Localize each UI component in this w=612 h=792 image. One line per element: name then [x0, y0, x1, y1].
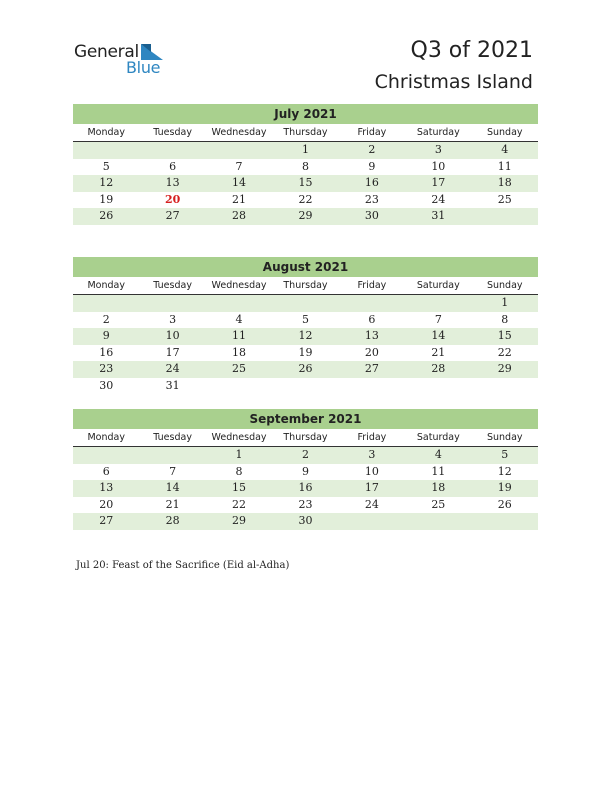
week-row — [73, 175, 538, 192]
day-cell: 6 — [368, 312, 376, 326]
week-row — [73, 312, 538, 329]
month-title: August 2021 — [73, 257, 538, 277]
weekday-label: Wednesday — [211, 432, 267, 443]
week-row — [73, 513, 538, 530]
day-cell: 28 — [431, 362, 446, 375]
week-row — [73, 328, 538, 345]
month-july — [73, 104, 538, 225]
weekday-label: Saturday — [416, 280, 460, 291]
weekday-label: Monday — [87, 280, 125, 291]
day-cell: 29 — [298, 209, 313, 222]
day-cell: 10 — [364, 464, 379, 478]
day-cell: 22 — [298, 192, 313, 206]
day-cell: 23 — [99, 362, 114, 375]
weekday-label: Saturday — [416, 127, 460, 138]
day-cell: 18 — [431, 481, 446, 494]
day-cell: 30 — [298, 514, 313, 527]
day-cell — [405, 378, 471, 395]
page-subtitle: Christmas Island — [374, 71, 533, 93]
day-cell: 28 — [232, 209, 247, 222]
weekday-label: Sunday — [486, 432, 523, 443]
month-september — [73, 409, 538, 530]
day-cell — [73, 142, 139, 159]
week-row — [73, 497, 538, 514]
weekday-label: Thursday — [283, 280, 328, 291]
week-row — [73, 192, 538, 209]
weekday-label: Sunday — [486, 127, 523, 138]
day-cell: 8 — [301, 159, 309, 173]
day-cell: 21 — [431, 345, 446, 359]
day-cell: 16 — [364, 176, 379, 189]
day-cell: 2 — [102, 312, 110, 326]
day-cell: 27 — [364, 362, 379, 375]
day-cell: 25 — [431, 497, 446, 511]
weekday-label: Sunday — [486, 280, 523, 291]
day-cell: 30 — [364, 209, 379, 222]
day-cell: 21 — [165, 497, 180, 511]
day-cell: 7 — [235, 159, 243, 173]
day-cell — [206, 378, 272, 395]
day-cell: 23 — [364, 192, 379, 206]
holiday-day-cell: 20 — [164, 192, 181, 206]
weekday-label: Thursday — [283, 127, 328, 138]
week-row — [73, 361, 538, 378]
week-row — [73, 208, 538, 225]
day-cell — [405, 513, 471, 530]
weekday-label: Monday — [87, 127, 125, 138]
day-cell: 22 — [232, 497, 247, 511]
month-august — [73, 257, 538, 394]
weekday-label: Thursday — [283, 432, 328, 443]
day-cell — [339, 295, 405, 312]
day-cell: 31 — [165, 378, 180, 392]
day-cell: 2 — [301, 448, 309, 461]
day-cell — [206, 142, 272, 159]
day-cell: 5 — [301, 312, 309, 326]
week-row — [73, 480, 538, 497]
day-cell: 25 — [232, 362, 247, 375]
day-cell: 31 — [431, 209, 446, 222]
day-cell: 25 — [497, 192, 512, 206]
day-cell: 30 — [99, 378, 114, 392]
day-cell: 11 — [497, 159, 512, 173]
holiday-note: Jul 20: Feast of the Sacrifice (Eid al-Adha) — [76, 560, 290, 571]
day-cell — [139, 142, 205, 159]
day-cell: 16 — [298, 481, 313, 494]
weekday-label: Saturday — [416, 432, 460, 443]
week-row — [73, 159, 538, 176]
week-row — [73, 142, 538, 159]
day-cell: 6 — [102, 464, 110, 478]
month-title: July 2021 — [73, 104, 538, 124]
day-cell: 23 — [298, 497, 313, 511]
day-cell: 1 — [301, 143, 309, 156]
day-cell — [139, 447, 205, 464]
day-cell: 10 — [165, 329, 180, 342]
day-cell: 7 — [169, 464, 177, 478]
day-cell: 6 — [169, 159, 177, 173]
day-cell: 11 — [232, 329, 247, 342]
day-cell — [272, 378, 338, 395]
weekday-label: Tuesday — [153, 432, 192, 443]
day-cell: 19 — [99, 192, 114, 206]
day-cell: 24 — [431, 192, 446, 206]
day-cell: 20 — [99, 497, 114, 511]
logo-text-general: General — [74, 42, 139, 62]
day-cell: 10 — [431, 159, 446, 173]
day-cell: 3 — [169, 312, 177, 326]
day-cell: 24 — [165, 362, 180, 375]
weekday-header-row — [73, 277, 538, 295]
day-cell: 14 — [232, 176, 247, 189]
day-cell: 17 — [364, 481, 379, 494]
weekday-header-row — [73, 429, 538, 447]
day-cell: 8 — [501, 312, 509, 326]
logo-text-blue: Blue — [126, 58, 161, 77]
day-cell: 9 — [102, 329, 110, 342]
day-cell — [139, 295, 205, 312]
day-cell: 13 — [99, 481, 114, 494]
day-cell: 13 — [364, 329, 379, 342]
day-cell: 16 — [99, 345, 114, 359]
day-cell: 2 — [368, 143, 376, 156]
day-cell — [472, 208, 538, 225]
day-cell: 12 — [298, 329, 313, 342]
day-cell: 1 — [235, 448, 243, 461]
brand-logo — [74, 42, 174, 78]
day-cell — [73, 295, 139, 312]
day-cell: 9 — [368, 159, 376, 173]
day-cell: 13 — [165, 176, 180, 189]
day-cell — [472, 513, 538, 530]
day-cell — [339, 378, 405, 395]
day-cell: 3 — [368, 448, 376, 461]
day-cell: 29 — [232, 514, 247, 527]
day-cell: 17 — [431, 176, 446, 189]
day-cell: 3 — [434, 143, 442, 156]
weekday-label: Tuesday — [153, 280, 192, 291]
day-cell: 26 — [99, 209, 114, 222]
day-cell: 9 — [301, 464, 309, 478]
day-cell — [472, 378, 538, 395]
week-row — [73, 378, 538, 395]
day-cell: 7 — [434, 312, 442, 326]
day-cell: 5 — [102, 159, 110, 173]
day-cell: 18 — [232, 345, 247, 359]
day-cell: 15 — [298, 176, 313, 189]
day-cell: 15 — [497, 329, 512, 342]
day-cell: 27 — [165, 209, 180, 222]
page-title: Q3 of 2021 — [410, 38, 533, 63]
weekday-label: Friday — [357, 432, 387, 443]
day-cell: 18 — [497, 176, 512, 189]
day-cell: 26 — [298, 362, 313, 375]
day-cell: 21 — [232, 192, 247, 206]
day-cell: 19 — [298, 345, 313, 359]
weekday-header-row — [73, 124, 538, 142]
day-cell — [73, 447, 139, 464]
day-cell: 19 — [497, 481, 512, 494]
weekday-label: Monday — [87, 432, 125, 443]
day-cell: 14 — [165, 481, 180, 494]
week-row — [73, 345, 538, 362]
day-cell: 20 — [364, 345, 379, 359]
week-row — [73, 464, 538, 481]
day-cell — [206, 295, 272, 312]
day-cell: 12 — [99, 176, 114, 189]
day-cell: 8 — [235, 464, 243, 478]
day-cell: 14 — [431, 329, 446, 342]
day-cell: 5 — [501, 448, 509, 461]
day-cell: 1 — [501, 296, 509, 309]
day-cell: 12 — [497, 464, 512, 478]
day-cell: 24 — [364, 497, 379, 511]
weekday-label: Wednesday — [211, 280, 267, 291]
day-cell: 29 — [497, 362, 512, 375]
day-cell — [405, 295, 471, 312]
day-cell: 11 — [431, 464, 446, 478]
day-cell — [339, 513, 405, 530]
day-cell: 27 — [99, 514, 114, 527]
week-row — [73, 295, 538, 312]
weekday-label: Wednesday — [211, 127, 267, 138]
day-cell: 22 — [497, 345, 512, 359]
day-cell: 15 — [232, 481, 247, 494]
day-cell: 4 — [235, 312, 243, 326]
day-cell — [272, 295, 338, 312]
day-cell: 26 — [497, 497, 512, 511]
weekday-label: Friday — [357, 280, 387, 291]
week-row — [73, 447, 538, 464]
day-cell: 4 — [501, 143, 509, 156]
weekday-label: Tuesday — [153, 127, 192, 138]
day-cell: 4 — [434, 448, 442, 461]
month-title: September 2021 — [73, 409, 538, 429]
day-cell: 17 — [165, 345, 180, 359]
weekday-label: Friday — [357, 127, 387, 138]
day-cell: 28 — [165, 514, 180, 527]
